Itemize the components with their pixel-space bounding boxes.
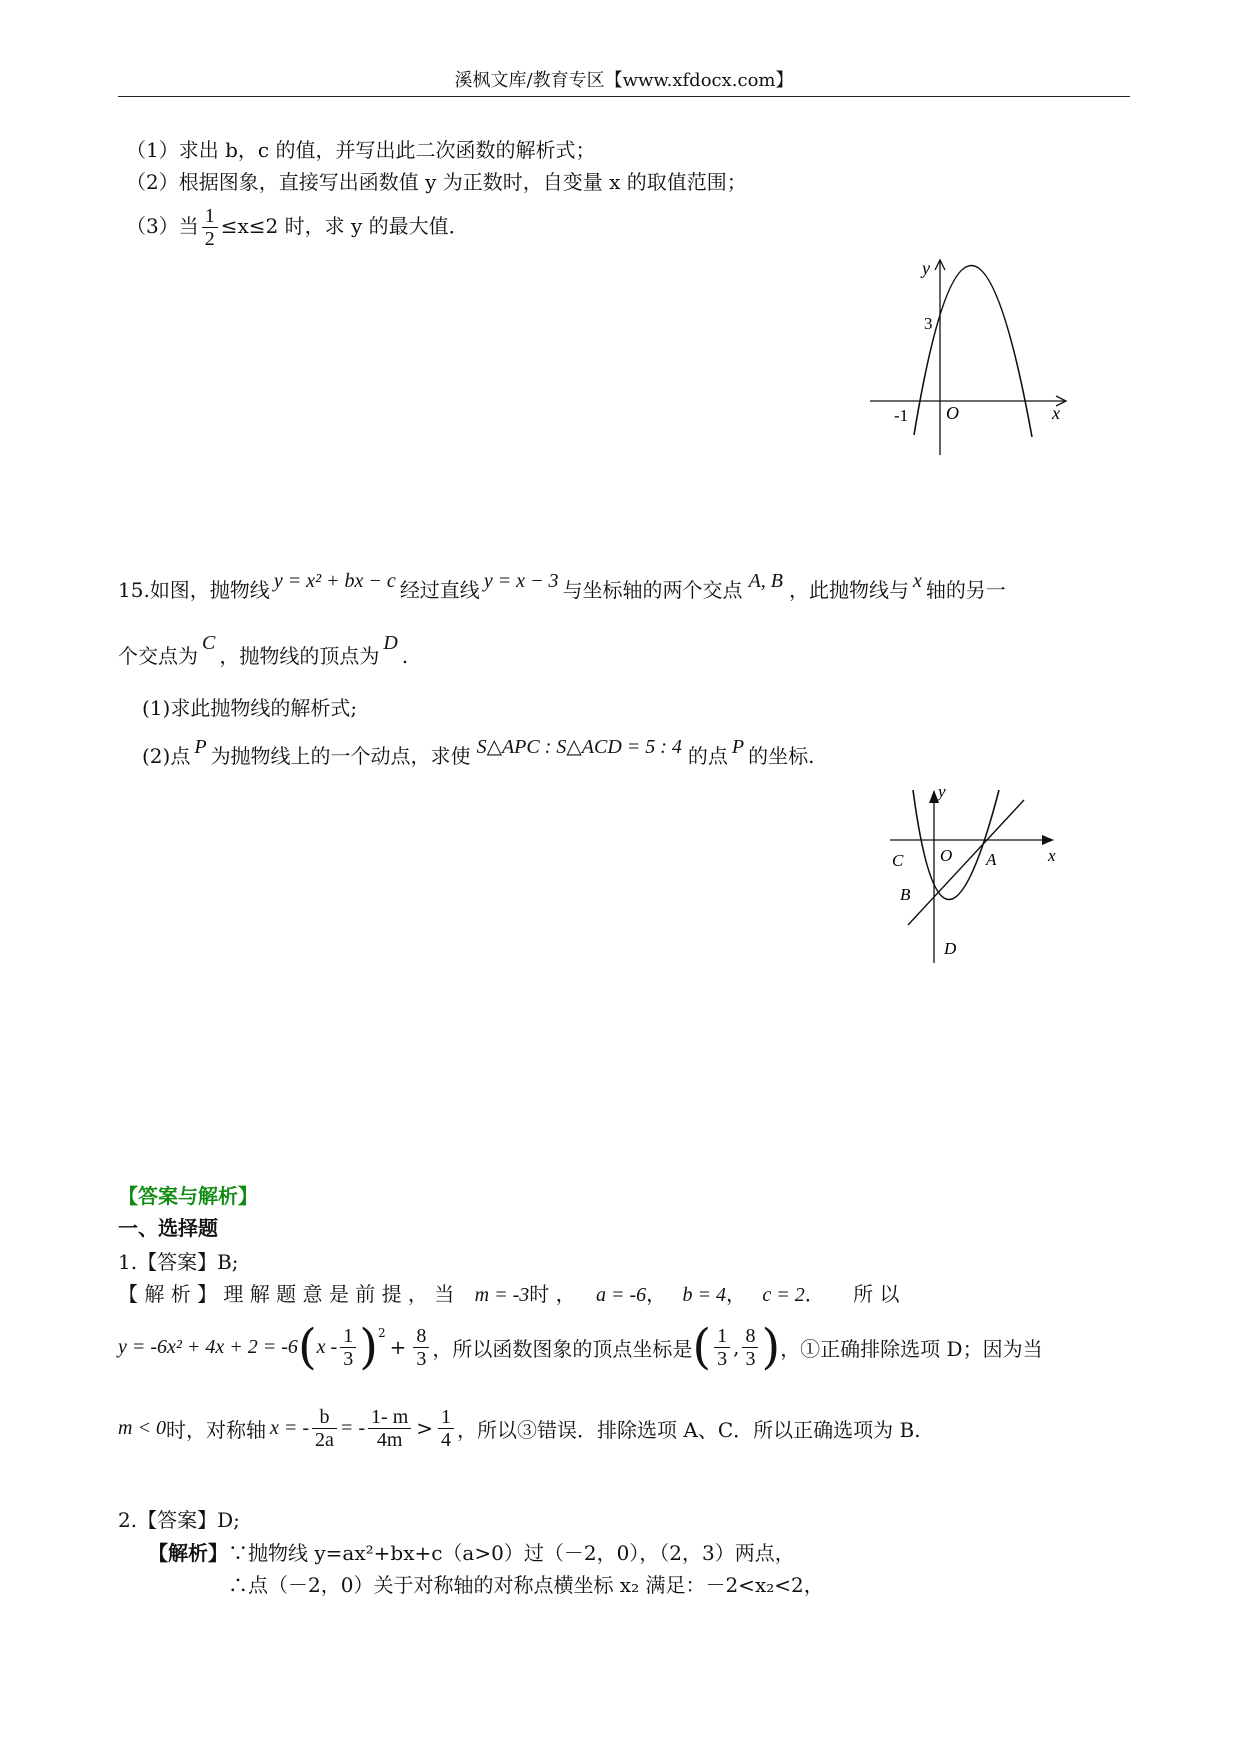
answer-1-text: ，所以函数图象的顶点坐标是 xyxy=(432,1336,693,1361)
origin-label: O xyxy=(940,846,953,865)
answer-1-text: ，①正确排除选项 D；因为当 xyxy=(780,1336,1043,1361)
plus-sign: + xyxy=(389,1335,407,1359)
q15-line1 xyxy=(118,570,1006,603)
answer-2-text: ∵抛物线 y=ax²+bx+c（a>0）过（－2，0），（2，3）两点， xyxy=(228,1541,795,1565)
left-paren: ( xyxy=(692,1319,712,1375)
q15-point-p: P xyxy=(194,736,207,758)
axis-of-symmetry: x = - xyxy=(269,1416,309,1439)
answer-1-line3 xyxy=(118,1398,921,1458)
analysis-label: 【解析】 xyxy=(148,1541,228,1565)
vertex-y-fraction: $\frac{8}{3}$ xyxy=(742,1325,758,1370)
answer-1-c-value: c = 2 xyxy=(762,1284,805,1306)
q15-text: ，抛物线的顶点为 xyxy=(219,644,380,668)
answer-1-expanded-form: y = -6x² + 4x + 2 = -6 xyxy=(118,1335,298,1358)
q14-part2: （2）根据图象，直接写出函数值 y 为正数时，自变量 x 的取值范围； xyxy=(126,170,747,194)
parabola-curve xyxy=(913,790,999,900)
answer-1-line1: 【 解 析 】 理 解 题 意 是 前 提 ， 当 m = -3时 ， a = -6， b = 4， c = 2． 所 以 xyxy=(118,1282,900,1306)
q14-part3 xyxy=(126,205,469,250)
answer-2-line2: ∴点（－2，0）关于对称轴的对称点横坐标 x₂ 满足：－2<x₂<2， xyxy=(228,1573,824,1597)
q15-text: . xyxy=(401,644,409,668)
point-c-label: C xyxy=(892,851,904,870)
fraction-b-over-2a: $\frac{b}{2a}$ xyxy=(312,1406,337,1451)
answer-1-text: 【 解 析 】 理 解 题 意 是 前 提 ， 当 xyxy=(118,1282,455,1306)
q15-text: 的点 xyxy=(687,744,728,768)
q15-number: 15. xyxy=(118,578,150,602)
q15-text: ，此抛物线与 xyxy=(789,578,909,602)
q15-var-x: x xyxy=(913,570,922,592)
q15-point-p: P xyxy=(731,736,745,758)
page-header: 溪枫文库/教育专区【www.xfdocx.com】 xyxy=(118,66,1130,97)
answer-1-b-value: b = 4 xyxy=(682,1284,726,1306)
q15-text: 为抛物线上的一个动点，求使 xyxy=(210,744,471,768)
greater-than-sign: > xyxy=(416,1416,434,1440)
q15-parabola-equation: y = x² + bx − c xyxy=(273,570,396,592)
right-paren: ) xyxy=(359,1319,378,1375)
right-paren: ) xyxy=(761,1319,781,1375)
x-axis-label: x xyxy=(1048,846,1056,865)
answers-title: 【答案与解析】 xyxy=(118,1184,258,1208)
answer-1-a-value: a = -6 xyxy=(595,1284,647,1306)
line-ab xyxy=(908,800,1024,925)
answer-1-m-value: m = -3 xyxy=(474,1284,530,1306)
q15-text: (2)点 xyxy=(142,744,191,768)
q15-area-ratio: S△APC : S△ACD = 5 : 4 xyxy=(476,736,682,758)
q15-text: 如图，抛物线 xyxy=(149,578,270,602)
q14-part3-prefix: （3）当 xyxy=(126,214,199,238)
q15-text: 经过直线 xyxy=(399,578,480,602)
x-axis-label: x xyxy=(1052,403,1060,423)
answer-1-text: 所 以 xyxy=(853,1282,900,1306)
parabola-curve xyxy=(914,265,1032,437)
q15-sub2 xyxy=(142,736,815,769)
answer-1-text: ，所以③错误．排除选项 A、C．所以正确选项为 B. xyxy=(457,1417,921,1442)
fraction-one-quarter: $\frac{1}{4}$ xyxy=(438,1406,454,1451)
answer-1-head: 1.【答案】B; xyxy=(118,1250,239,1274)
point-a-label: A xyxy=(986,850,997,869)
origin-label: O xyxy=(946,403,959,423)
q15-text: 的坐标. xyxy=(748,744,815,768)
answer-1-condition: m < 0 xyxy=(118,1416,166,1439)
tick-label-neg1: -1 xyxy=(894,406,909,425)
fraction-one-third: $\frac{1}{3}$ xyxy=(340,1325,356,1370)
q14-part3-suffix: ≤x≤2 时，求 y 的最大值． xyxy=(220,214,469,238)
answer-2-line1 xyxy=(148,1537,795,1566)
answer-1-text: 时 ， xyxy=(529,1282,576,1306)
exponent-two: 2 xyxy=(377,1326,386,1340)
q15-parabola-graph xyxy=(880,785,1080,965)
point-b-label: B xyxy=(900,885,911,904)
q15-points-ab: A, B xyxy=(748,570,783,592)
answer-1-text: 时，对称轴 xyxy=(165,1417,266,1442)
answer-1-vertex-form-x: x - xyxy=(316,1335,338,1358)
q15-sub1: (1)求此抛物线的解析式; xyxy=(142,696,358,720)
fraction-eight-thirds: $\frac{8}{3}$ xyxy=(413,1325,429,1370)
equals-minus: = - xyxy=(339,1416,366,1439)
q15-text: 个交点为 xyxy=(118,644,198,668)
point-d-label: D xyxy=(944,939,957,958)
q15-line2 xyxy=(118,632,409,669)
answer-1-line2: y = -6x² + 4x + 2 = -6 ( x - $\frac{1}{3}$ ) $^2$ + $\frac{8}{3}$ ，所以函数图象的顶点坐标是 ( $\frac{1}{3}$ , $\frac{8}{3}$ ) ，①正确排除选项 D；因为当 xyxy=(118,1319,1043,1375)
y-axis-label: y xyxy=(922,258,930,278)
section-heading-multiple-choice: 一、选择题 xyxy=(118,1216,218,1240)
fraction-one-half: $\frac{1}{2}$ xyxy=(202,205,218,250)
fraction-1-m-over-4m: $\frac{1- m}{4m}$ xyxy=(368,1406,411,1451)
tick-label-3: 3 xyxy=(924,314,933,333)
q15-text: 与坐标轴的两个交点 xyxy=(562,578,743,602)
q15-text: 轴的另一 xyxy=(925,578,1006,602)
q15-point-d: D xyxy=(383,632,398,654)
q14-parabola-graph xyxy=(870,255,1070,460)
q15-point-c: C xyxy=(202,632,216,654)
x-axis-arrow xyxy=(1042,835,1054,845)
y-axis-label: y xyxy=(938,785,946,801)
q15-line-equation: y = x − 3 xyxy=(483,570,559,592)
answer-2-head: 2.【答案】D; xyxy=(118,1508,240,1532)
left-paren: ( xyxy=(297,1319,317,1375)
q14-part1: （1）求出 b，c 的值，并写出此二次函数的解析式； xyxy=(126,138,596,162)
vertex-x-fraction: $\frac{1}{3}$ xyxy=(714,1325,730,1370)
